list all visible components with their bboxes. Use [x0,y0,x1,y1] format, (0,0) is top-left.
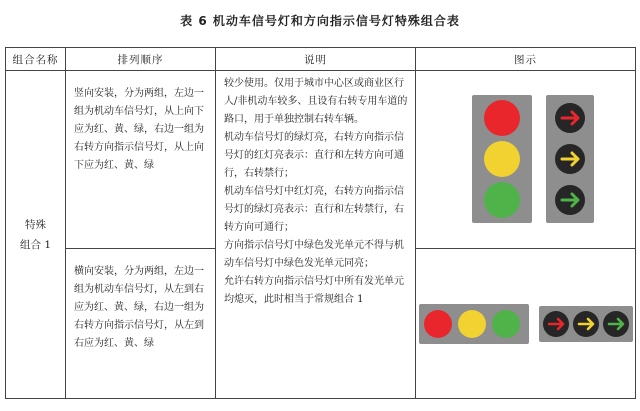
vehicle-yellow-light [484,141,520,177]
horizontal-figure-cell [416,249,636,399]
vertical-order-cell [66,71,216,249]
header-description: 说明 [216,48,416,71]
combo-name-line1: 特殊 [25,218,46,231]
horizontal-order-text: 横向安装，分为两组，左边一组为机动车信号灯，从左到右应为红、黄、绿，右边一组为右转方向指示信号灯，从左到右应为红、黄、绿 [74,266,204,349]
table-title: 表 6 机动车信号灯和方向指示信号灯特殊组合表 [180,14,460,28]
vehicle-red-light [424,310,452,338]
combo-name-cell [6,71,66,399]
vehicle-yellow-light [458,310,486,338]
vertical-order-text: 竖向安装，分为两组，左边一组为机动车信号灯，从上向下应为红、黄、绿，右边一组为右转方向指示信号灯，从上向下应为红、黄、绿 [74,88,204,171]
header-combo-name: 组合名称 [6,48,66,71]
description-text [216,71,415,309]
description-cell [216,71,416,399]
description-para-4: 方向指示信号灯中绿色发光单元不得与机动车信号灯中绿色发光单元同亮； [224,240,404,269]
signal-combination-table [5,47,636,399]
header-arrangement: 排列顺序 [66,48,216,71]
description-para-1: 较少使用。仅用于城市中心区或商业区行人/非机动车较多、且设有右转专用车道的路口，用于单独控制右转车辆。 [224,78,408,125]
header-row [6,48,636,71]
vertical-signal-figure [426,90,626,230]
horizontal-signal-figure [417,294,635,354]
description-para-3: 机动车信号灯中红灯亮，右转方向指示信号灯的绿灯亮表示：直行和左转禁行，右转方向可通行； [224,186,404,233]
vehicle-green-light [484,182,520,218]
vertical-figure-cell [416,71,636,249]
horizontal-order-cell [66,249,216,399]
description-para-5: 允许右转方向指示信号灯中所有发光单元均熄灭，此时相当于常规组合 1 [224,276,404,305]
vehicle-green-light [492,310,520,338]
table-row-vertical [6,71,636,249]
combo-name-line2: 组合 1 [19,238,52,251]
header-illustration: 图示 [416,48,636,71]
vehicle-red-light [484,100,520,136]
description-para-2: 机动车信号灯的绿灯亮，右转方向指示信号灯的红灯亮表示：直行和左转方向可通行，右转禁行； [224,132,404,179]
